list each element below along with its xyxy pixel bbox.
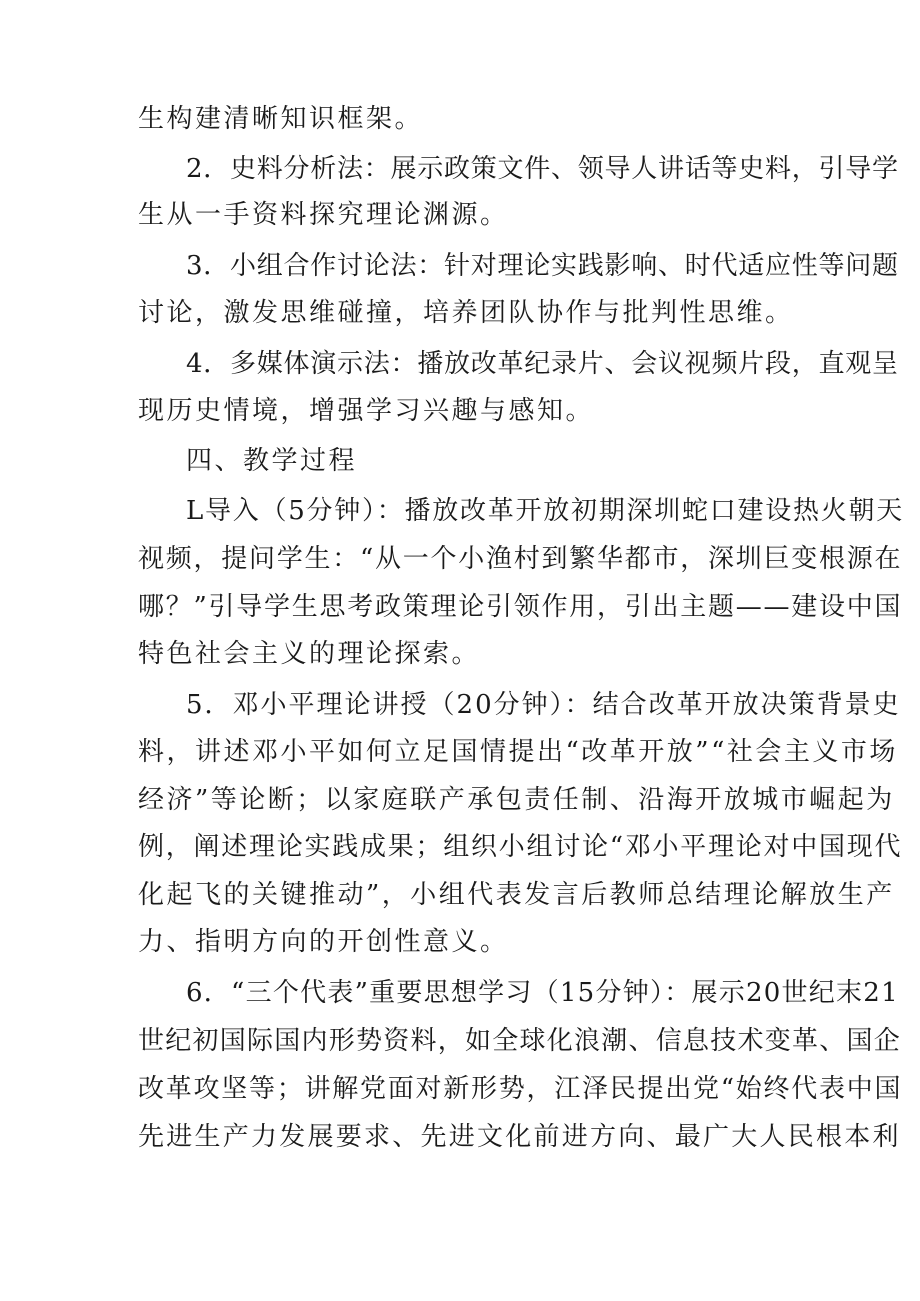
paragraph-line: 先进生产力发展要求、先进文化前进方向、最广大人民根本利 (138, 1122, 901, 1152)
paragraph-line: L导入（5分钟）：播放改革开放初期深圳蛇口建设热火朝天 (186, 496, 905, 526)
paragraph-line: 视频，提问学生：“从一个小渔村到繁华都市，深圳巨变根源在 (138, 544, 903, 574)
paragraph-line: 4．多媒体演示法：播放改革纪录片、会议视频片段，直观呈 (186, 349, 899, 379)
paragraph-line: 6．“三个代表”重要思想学习（15分钟）：展示20世纪末21 (186, 978, 899, 1008)
paragraph-line: 特色社会主义的理论探索。 (138, 639, 481, 669)
paragraph-line: 世纪初国际国内形势资料，如全球化浪潮、信息技术变革、国企 (138, 1026, 902, 1056)
paragraph-line: 3．小组合作讨论法：针对理论实践影响、时代适应性等问题 (186, 251, 899, 281)
paragraph-line: 哪？”引导学生思考政策理论引领作用，引出主题——建设中国 (138, 592, 903, 622)
paragraph-line: 改革攻坚等；讲解党面对新形势，江泽民提出党“始终代表中国 (138, 1074, 903, 1104)
paragraph-line: 料，讲述邓小平如何立足国情提出“改革开放”“社会主义市场 (138, 737, 898, 767)
paragraph-line: 2．史料分析法：展示政策文件、领导人讲话等史料，引导学 (186, 154, 899, 184)
paragraph-line: 现历史情境，增强学习兴趣与感知。 (138, 396, 595, 426)
paragraph-line: 力、指明方向的开创性意义。 (138, 927, 509, 957)
paragraph-line: 5．邓小平理论讲授（20分钟）：结合改革开放决策背景史 (186, 690, 901, 720)
paragraph-line: 讨论，激发思维碰撞，培养团队协作与批判性思维。 (138, 298, 794, 328)
paragraph-line: 生从一手资料探究理论渊源。 (138, 200, 509, 230)
paragraph-line: 生构建清晰知识框架。 (138, 104, 424, 134)
paragraph-line: 化起飞的关键推动”，小组代表发言后教师总结理论解放生产 (138, 880, 895, 910)
paragraph-line: 经济”等论断；以家庭联产承包责任制、沿海开放城市崛起为 (138, 785, 895, 815)
paragraph-line: 例，阐述理论实践成果；组织小组讨论“邓小平理论对中国现代 (138, 832, 903, 862)
section-heading: 四、教学过程 (186, 446, 358, 476)
